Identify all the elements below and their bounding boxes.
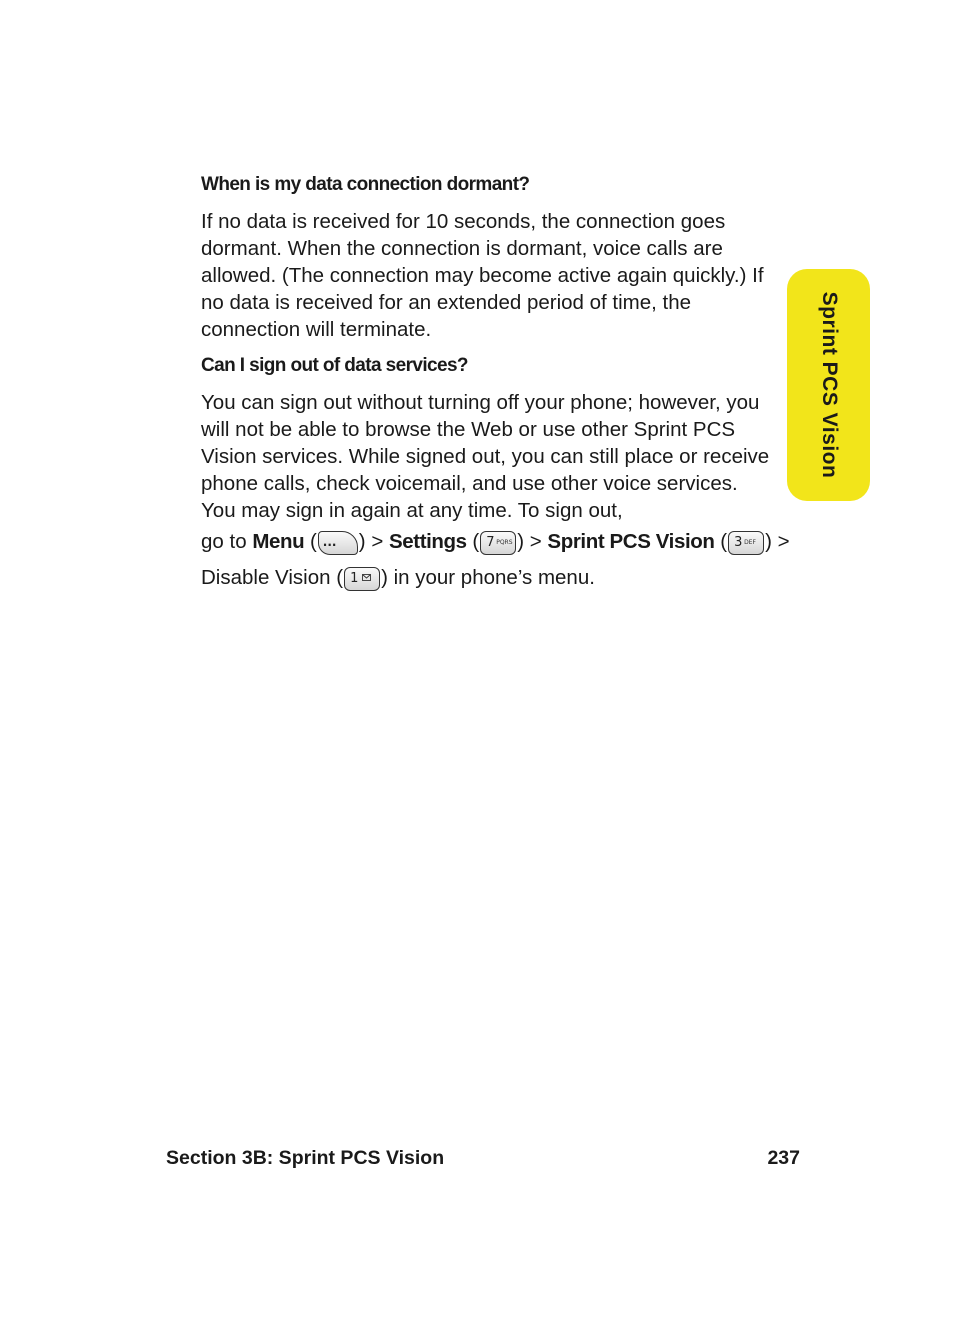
navigation-path-line-1: go to Menu ( ... ) > Settings ( 7 PQRS ) > Sprint PCS Vision ( 3 DEF ) > bbox=[201, 530, 790, 553]
main-content bbox=[201, 172, 790, 596]
nav-separator: > bbox=[777, 530, 790, 553]
nav-separator: > bbox=[529, 530, 542, 553]
key-3-letters: DEF bbox=[744, 538, 756, 546]
envelope-icon bbox=[362, 574, 371, 581]
nav-menu-label: Menu bbox=[252, 530, 305, 553]
answer-paragraph-dormant: If no data is received for 10 seconds, the connection goes dormant. When the connection is dormant, voice calls are allowed. (The connection may become active again quickly.) If no data is received for an extended period of time, the connection will terminate. bbox=[201, 210, 764, 341]
nav-disable-label: Disable Vision ( bbox=[201, 566, 344, 589]
nav-vision-label: Sprint PCS Vision bbox=[547, 530, 715, 553]
section-side-tab bbox=[787, 269, 870, 501]
key-3-icon bbox=[728, 531, 764, 555]
key-1-icon bbox=[344, 567, 380, 591]
nav-suffix: ) in your phone’s menu. bbox=[381, 566, 595, 589]
menu-softkey-icon bbox=[318, 531, 358, 555]
key-1-digit: 1 bbox=[350, 570, 359, 586]
footer-section-title: Section 3B: Sprint PCS Vision bbox=[166, 1147, 445, 1169]
section-side-tab-label: Sprint PCS Vision bbox=[817, 291, 841, 479]
nav-separator: > bbox=[371, 530, 384, 553]
question-heading-sign-out: Can I sign out of data services? bbox=[201, 355, 468, 376]
key-7-digit: 7 bbox=[486, 534, 495, 550]
navigation-path-line-2 bbox=[201, 560, 776, 596]
key-3-digit: 3 bbox=[734, 534, 743, 550]
question-heading-dormant: When is my data connection dormant? bbox=[201, 174, 530, 195]
nav-settings-label: Settings bbox=[389, 530, 467, 553]
key-7-icon bbox=[480, 531, 516, 555]
footer-page-number: 237 bbox=[767, 1147, 800, 1169]
answer-paragraph-sign-out: You can sign out without turning off your phone; however, you will not be able to browse the Web or use other Sprint PCS Vision services. While signed out, you can still place or receive phone calls, check voicemail, and use other voice services. You may sign in again at any time. To sign out, bbox=[201, 391, 770, 522]
menu-softkey-symbol: ... bbox=[322, 534, 337, 549]
key-7-letters: PQRS bbox=[496, 538, 513, 546]
nav-prefix: go to bbox=[201, 530, 247, 553]
